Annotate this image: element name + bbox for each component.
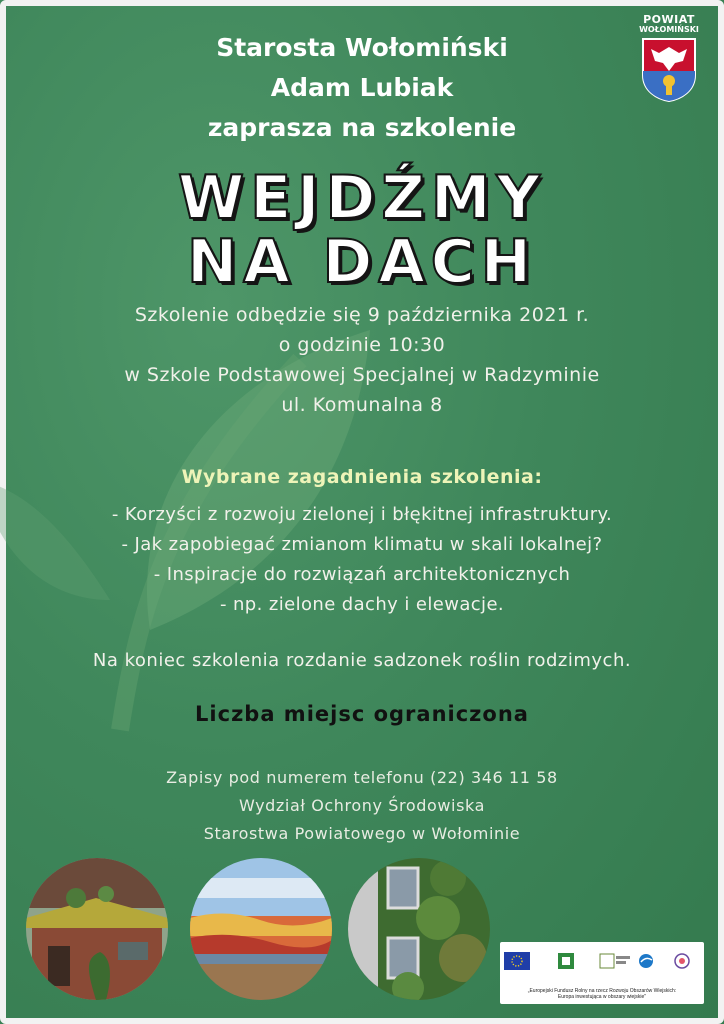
lgd-logo-icon <box>600 954 630 968</box>
organizer-invite: zaprasza na szkolenie <box>207 113 517 142</box>
contact-phone: Zapisy pod numerem telefonu (22) 346 11 58 <box>166 768 558 787</box>
crest-name-line2: WOŁOMIŃSKI <box>639 25 699 34</box>
photo-flower-roof <box>190 858 332 1000</box>
headline-line1: WEJDŹMY <box>178 163 546 233</box>
limited-seats-notice: Liczba miejsc ograniczona <box>195 702 529 726</box>
event-venue: w Szkole Podstawowej Specjalnej w Radzyminie <box>124 364 600 386</box>
funding-logos <box>500 948 704 974</box>
sponsor-logos-panel <box>500 942 704 1004</box>
sponsor-caption-line1: „Europejski Fundusz Rolny na rzecz Rozwoju Obszarów Wiejskich: <box>527 988 677 994</box>
event-date: Szkolenie odbędzie się 9 października 2021 r. <box>134 304 590 326</box>
topic-item: - Inspiracje do rozwiązań architektonicznych <box>153 564 571 585</box>
contact-department: Wydział Ochrony Środowiska <box>238 796 486 815</box>
leader-logo-icon <box>558 953 574 969</box>
event-address: ul. Komunalna 8 <box>281 394 443 416</box>
photo-green-wall <box>348 858 490 1000</box>
topic-item: - Korzyści z rozwoju zielonej i błękitnej infrastruktury. <box>111 504 613 525</box>
organizer-name: Adam Lubiak <box>270 73 454 102</box>
event-time: o godzinie 10:30 <box>278 334 446 356</box>
event-details <box>0 300 724 420</box>
crest-name-line1: POWIAT <box>643 13 695 26</box>
eu-flag-icon <box>504 952 530 970</box>
partner-logo-icon <box>675 954 689 968</box>
headline-line2: NA DACH <box>186 227 538 297</box>
topic-item: - Jak zapobiegać zmianom klimatu w skali lokalnej? <box>121 534 603 555</box>
event-headline <box>0 163 724 297</box>
closing-note: Na koniec szkolenia rozdanie sadzonek roślin rodzimych. <box>92 650 632 671</box>
organizer-title: Starosta Wołomiński <box>216 33 508 62</box>
topics-list <box>0 500 724 620</box>
organizer-block <box>0 25 724 148</box>
photo-green-roof-house <box>26 858 168 1000</box>
topic-item: - np. zielone dachy i elewacje. <box>219 594 505 615</box>
topics-heading: Wybrane zagadnienia szkolenia: <box>181 466 543 488</box>
prow-logo-icon <box>639 954 653 968</box>
contact-block <box>0 764 724 848</box>
contact-office: Starostwa Powiatowego w Wołominie <box>203 824 521 843</box>
sponsor-caption-line2: Europa inwestująca w obszary wiejskie" <box>557 994 647 1000</box>
sponsor-caption <box>504 988 700 1000</box>
